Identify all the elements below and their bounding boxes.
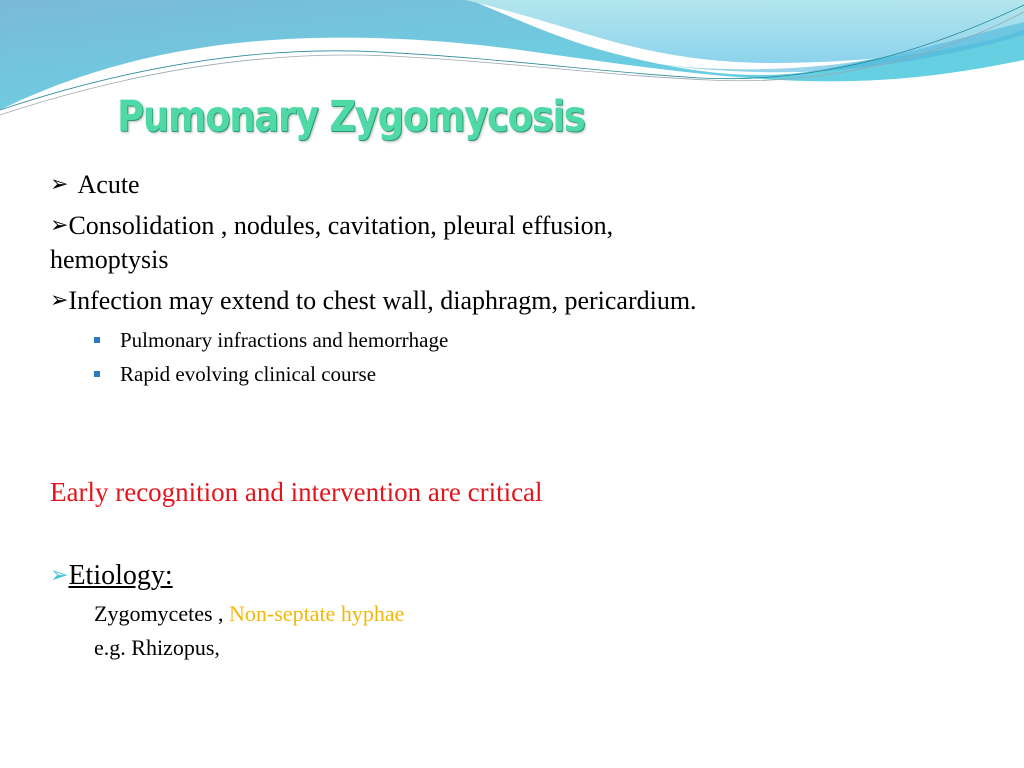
slide-title: Pumonary Zygomycosis bbox=[117, 92, 585, 142]
etiology-heading bbox=[50, 560, 173, 592]
bullet-continuation: hemoptysis bbox=[50, 245, 169, 274]
etiology-organism: Zygomycetes , bbox=[94, 601, 230, 626]
arrow-bullet-icon: ➢ bbox=[50, 212, 69, 237]
bullet-text: Acute bbox=[77, 170, 140, 199]
sub-bullet-text: Rapid evolving clinical course bbox=[120, 362, 377, 386]
arrow-bullet-icon: ➢ bbox=[50, 171, 69, 196]
highlight-text: Early recognition and intervention are critical bbox=[50, 477, 543, 507]
bullet-consolidation bbox=[50, 211, 613, 241]
sub-bullet-rapid bbox=[94, 362, 376, 387]
arrow-bullet-icon: ➢ bbox=[50, 562, 69, 587]
square-bullet-icon bbox=[94, 337, 100, 343]
etiology-line-1 bbox=[94, 601, 404, 627]
bullet-text: Consolidation , nodules, cavitation, pleural effusion, bbox=[68, 211, 614, 240]
etiology-hyphae: Non-septate hyphae bbox=[229, 601, 405, 626]
sub-bullet-infractions bbox=[94, 328, 448, 353]
etiology-line-2: e.g. Rhizopus, bbox=[94, 635, 220, 660]
bullet-text: Infection may extend to chest wall, diaphragm, pericardium. bbox=[68, 286, 697, 315]
arrow-bullet-icon: ➢ bbox=[50, 287, 69, 312]
sub-bullet-text: Pulmonary infractions and hemorrhage bbox=[120, 328, 449, 352]
bullet-infection bbox=[50, 286, 697, 316]
bullet-acute bbox=[50, 170, 140, 200]
etiology-label: Etiology: bbox=[68, 560, 173, 591]
square-bullet-icon bbox=[94, 371, 100, 377]
